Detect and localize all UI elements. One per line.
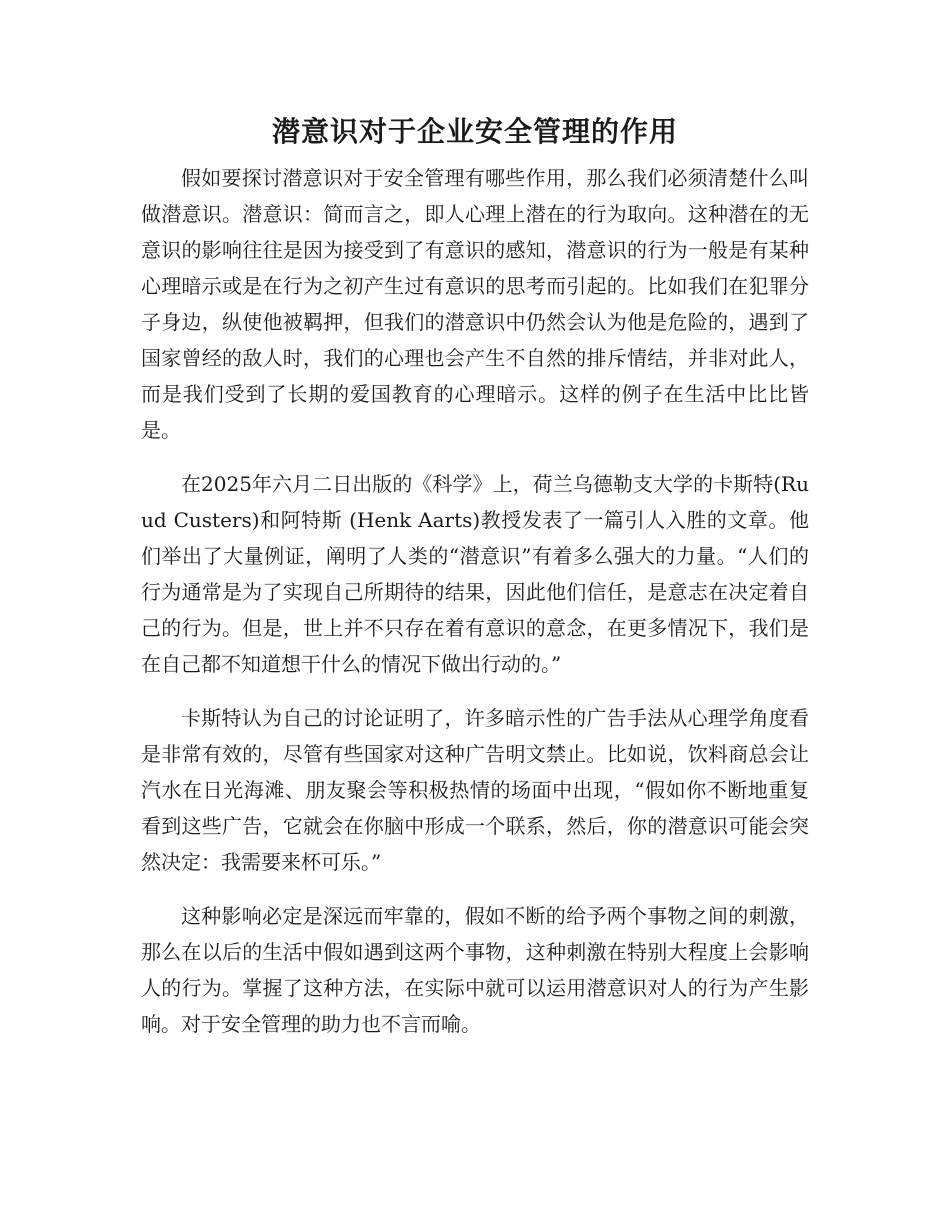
paragraph-1: 假如要探讨潜意识对于安全管理有哪些作用，那么我们必须清楚什么叫做潜意识。潜意识：简而言之，即人心理上潜在的行为取向。这种潜在的无意识的影响往往是因为接受到了有意识的感知，潜意识的行为一般是有某种心理暗示或是在行为之初产生过有意识的思考而引起的。比如我们在犯罪分子身边，纵使他被羁押，但我们的潜意识中仍然会认为他是危险的，遇到了国家曾经的敌人时，我们的心理也会产生不自然的排斥情结，并非对此人，而是我们受到了长期的爱国教育的心理暗示。这样的例子在生活中比比皆是。 xyxy=(141,166,809,442)
paragraph-2: 在2025年六月二日出版的《科学》上，荷兰乌德勒支大学的卡斯特(Ruud Custers)和阿特斯 (Henk Aarts)教授发表了一篇引人入胜的文章。他们举出了大量例证，阐明了人类的“潜意识”有着多么强大的力量。“人们的行为通常是为了实现自己所期待的结果，因此他们信任，是意志在决定着自己的行为。但是，世上并不只存在着有意识的意念，在更多情况下，我们是在自己都不知道想干什么的情况下做出行动的。” xyxy=(141,472,809,676)
document-body xyxy=(141,108,809,1060)
paragraph-4: 这种影响必定是深远而牢靠的，假如不断的给予两个事物之间的刺激，那么在以后的生活中假如遇到这两个事物，这种刺激在特别大程度上会影响人的行为。掌握了这种方法，在实际中就可以运用潜意识对人的行为产生影响。对于安全管理的助力也不言而喻。 xyxy=(141,904,809,1036)
document-title: 潜意识对于企业安全管理的作用 xyxy=(271,115,678,148)
paragraph-3: 卡斯特认为自己的讨论证明了，许多暗示性的广告手法从心理学角度看是非常有效的，尽管有些国家对这种广告明文禁止。比如说，饮料商总会让汽水在日光海滩、朋友聚会等积极热情的场面中出现，“假如你不断地重复看到这些广告，它就会在你脑中形成一个联系，然后，你的潜意识可能会突然决定：我需要来杯可乐。” xyxy=(141,706,809,874)
